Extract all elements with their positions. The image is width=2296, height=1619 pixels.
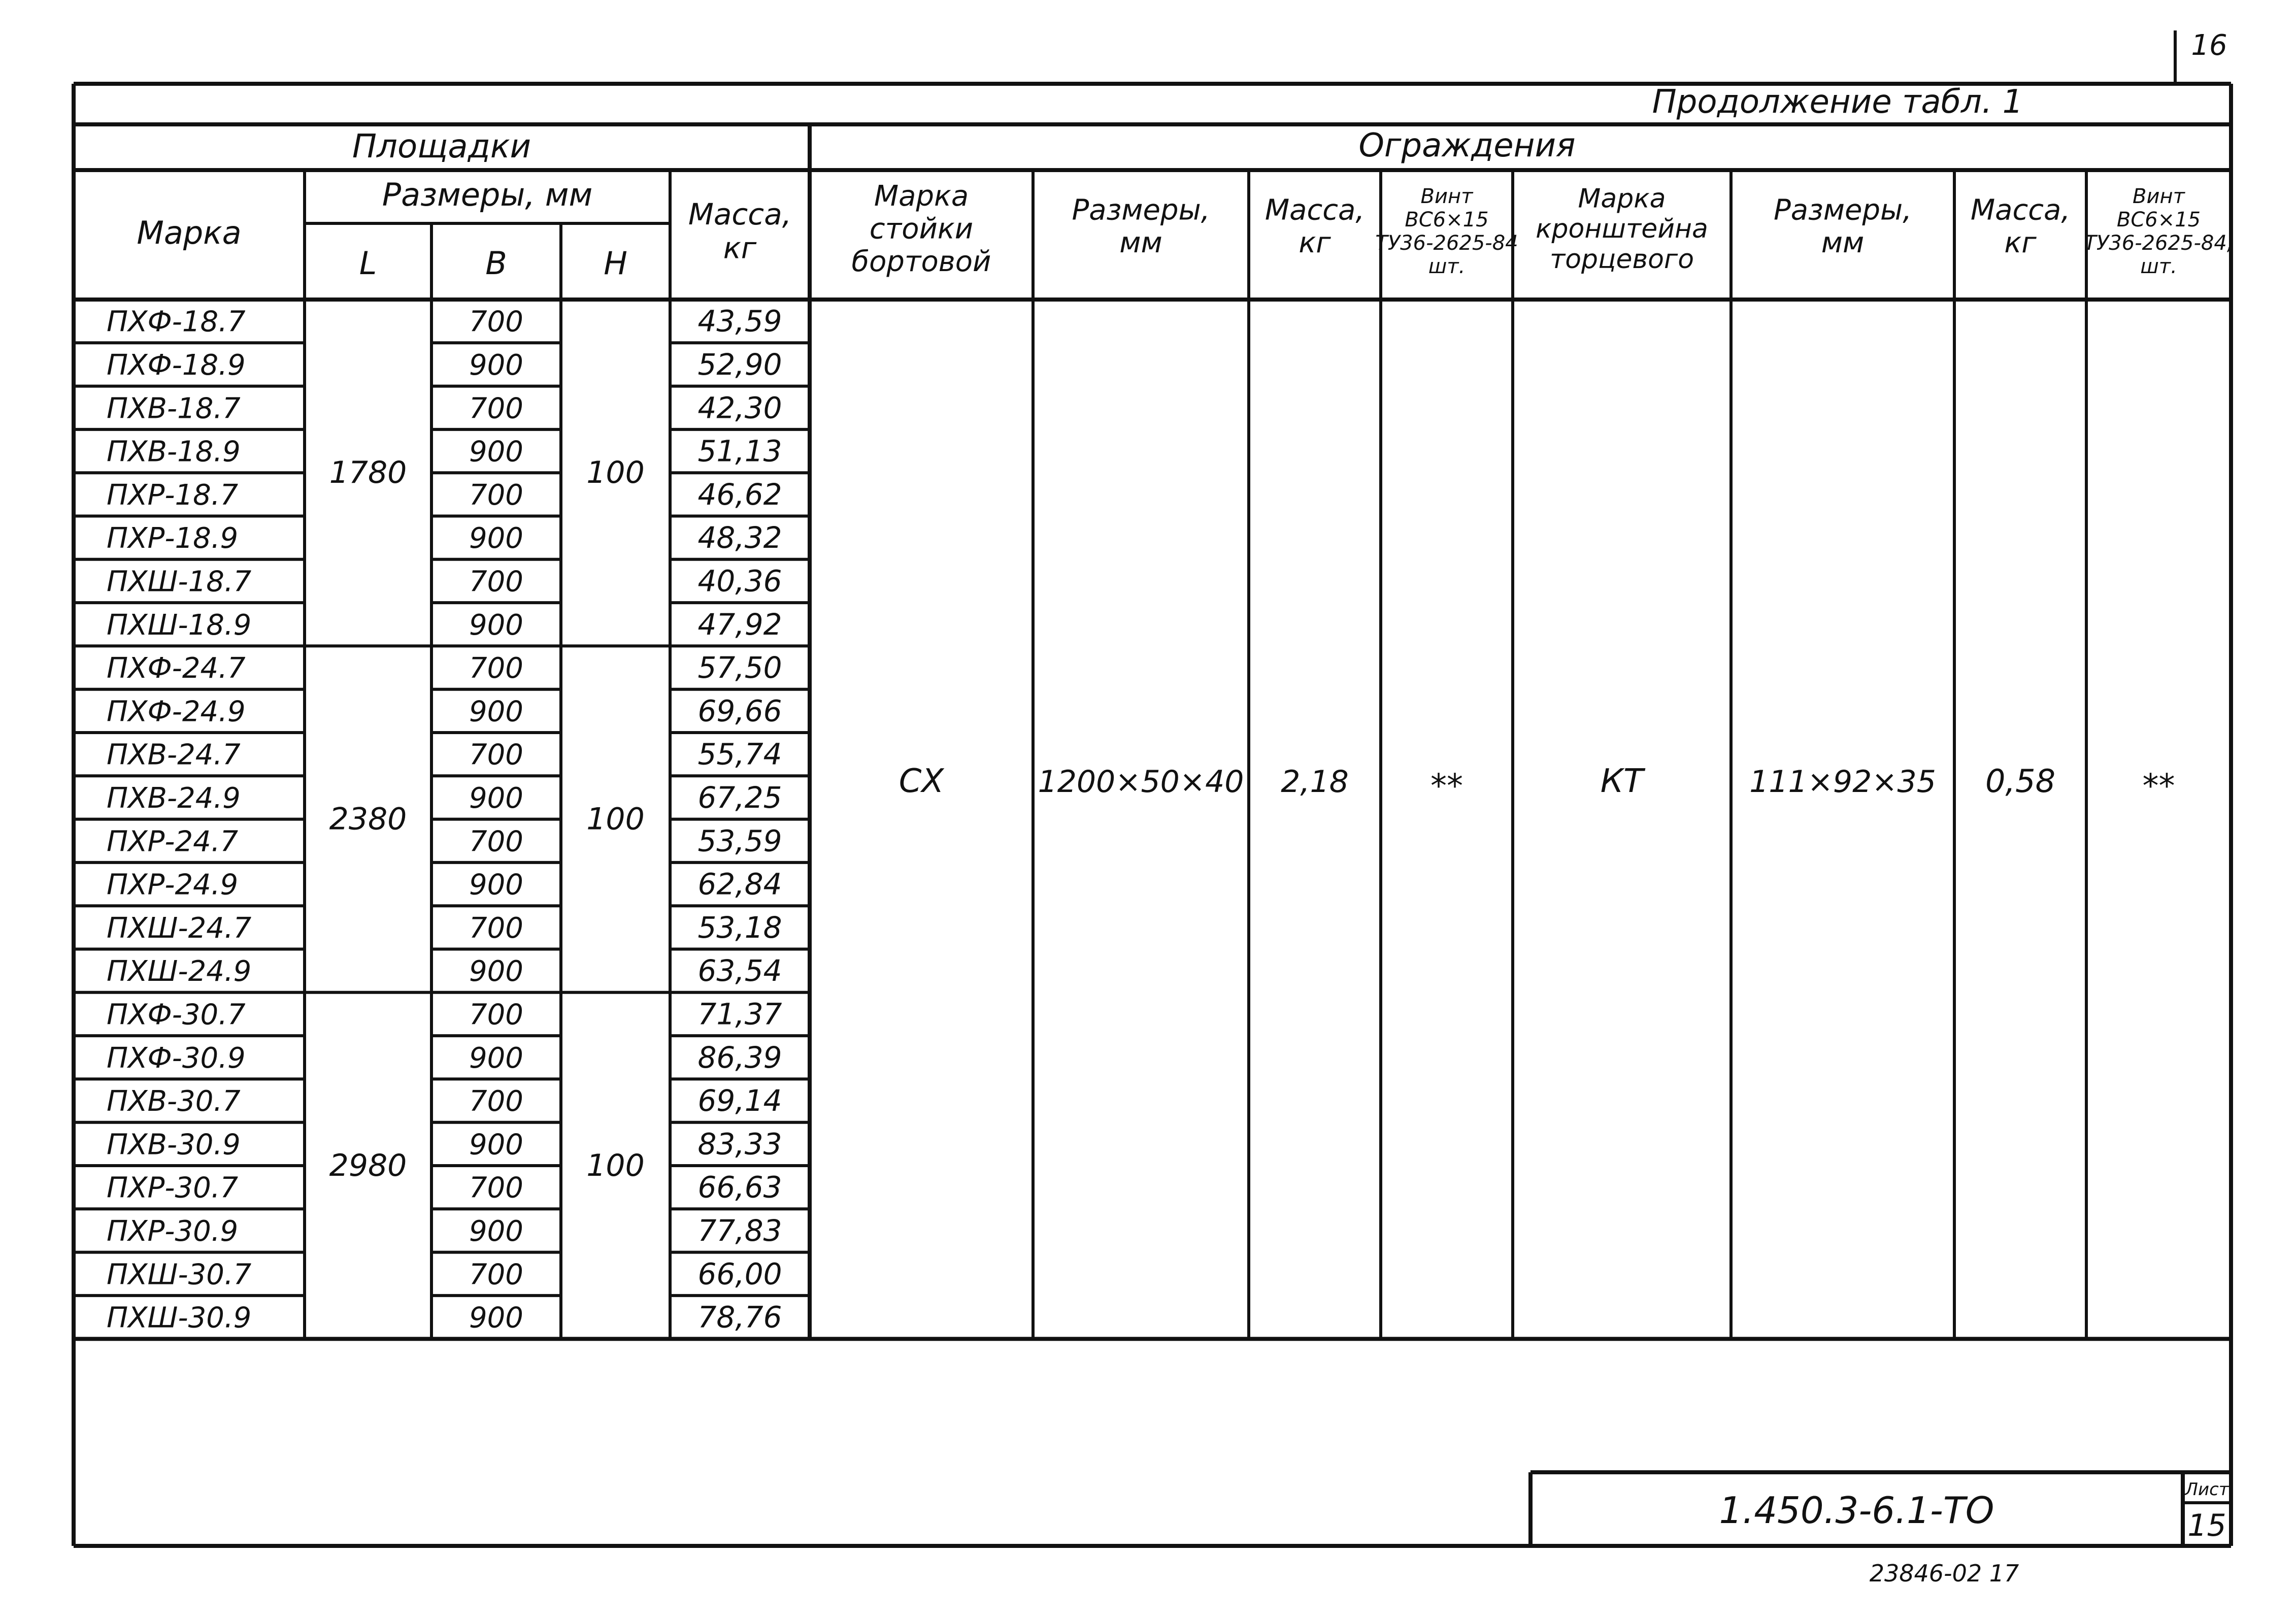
row-B: 700 bbox=[469, 565, 523, 599]
row-mark: ПХШ-18.9 bbox=[107, 608, 252, 642]
header-H: H bbox=[604, 245, 627, 282]
header-post-screw-line-3: ТУ36-2625-84 bbox=[1375, 232, 1518, 255]
row-mass: 66,63 bbox=[697, 1170, 782, 1205]
row-B: 700 bbox=[469, 652, 523, 685]
group-L: 2380 bbox=[329, 801, 407, 837]
row-B: 900 bbox=[469, 781, 523, 815]
row-mass: 83,33 bbox=[697, 1127, 782, 1162]
stamp-sheet-number: 15 bbox=[2187, 1508, 2226, 1543]
row-mark: ПХФ-30.7 bbox=[107, 998, 246, 1032]
railing-post-mark: СХ bbox=[899, 763, 944, 800]
row-mass: 71,37 bbox=[697, 997, 782, 1032]
table-text bbox=[107, 29, 2233, 1587]
header-bracket-mark-line-3: торцевого bbox=[1549, 244, 1694, 275]
header-bracket-screw-line-1: Винт bbox=[2133, 185, 2185, 208]
row-mark: ПХР-24.9 bbox=[107, 868, 239, 902]
stamp-designation: 1.450.3-6.1-ТО bbox=[1719, 1489, 1994, 1532]
row-B: 900 bbox=[469, 1214, 523, 1248]
row-mark: ПХВ-24.7 bbox=[107, 738, 241, 772]
header-bracket-screw-line-4: шт. bbox=[2140, 255, 2177, 278]
row-mark: ПХШ-24.9 bbox=[107, 955, 252, 988]
row-mass: 69,14 bbox=[697, 1083, 782, 1118]
header-mark: Марка bbox=[137, 214, 242, 251]
row-B: 900 bbox=[469, 955, 523, 988]
row-mark: ПХВ-30.7 bbox=[107, 1085, 241, 1118]
row-B: 700 bbox=[469, 1258, 523, 1292]
header-bracket-mass-line-2: кг bbox=[2004, 226, 2037, 259]
row-mass: 53,59 bbox=[697, 823, 782, 858]
row-B: 900 bbox=[469, 868, 523, 902]
header-post-sizes-line-2: мм bbox=[1119, 226, 1162, 259]
row-mark: ПХФ-18.9 bbox=[107, 348, 246, 382]
row-mark: ПХШ-18.7 bbox=[107, 565, 252, 599]
header-bracket-screw-line-2: ВС6×15 bbox=[2116, 208, 2201, 232]
group-H: 100 bbox=[586, 455, 645, 491]
sheet-number-top: 16 bbox=[2191, 29, 2227, 62]
archive-number: 23846-02 17 bbox=[1869, 1560, 2019, 1587]
row-mark: ПХВ-18.7 bbox=[107, 392, 241, 425]
header-mass-line-1: Масса, bbox=[688, 196, 792, 232]
header-sizes: Размеры, мм bbox=[382, 176, 593, 213]
row-B: 900 bbox=[469, 1041, 523, 1075]
header-bracket-screw-line-3: ТУ36-2625-84, bbox=[2084, 232, 2234, 255]
header-post-screw-line-4: шт. bbox=[1428, 255, 1466, 278]
row-B: 900 bbox=[469, 435, 523, 469]
group-platforms: Площадки bbox=[352, 128, 531, 166]
row-mass: 43,59 bbox=[697, 304, 782, 339]
header-L: L bbox=[359, 245, 377, 282]
row-B: 700 bbox=[469, 305, 523, 339]
row-mark: ПХВ-30.9 bbox=[107, 1128, 241, 1162]
railing-bracket-size: 111×92×35 bbox=[1749, 764, 1936, 800]
stamp-sheet-label: Лист bbox=[2185, 1479, 2229, 1500]
row-B: 700 bbox=[469, 911, 523, 945]
row-mass: 67,25 bbox=[697, 780, 782, 815]
row-mark: ПХШ-30.9 bbox=[107, 1301, 252, 1335]
row-mark: ПХР-18.9 bbox=[107, 522, 239, 555]
row-B: 700 bbox=[469, 478, 523, 512]
header-post-mark-line-3: бортовой bbox=[851, 245, 991, 278]
railing-bracket-screw: ** bbox=[2142, 768, 2175, 805]
row-mass: 46,62 bbox=[697, 477, 782, 512]
row-mass: 62,84 bbox=[697, 867, 782, 902]
header-bracket-sizes-line-1: Размеры, bbox=[1773, 193, 1912, 227]
row-mass: 63,54 bbox=[697, 953, 782, 988]
header-post-mark-line-2: стойки bbox=[869, 212, 974, 246]
row-mass: 52,90 bbox=[697, 347, 782, 382]
header-post-mass-line-1: Масса, bbox=[1265, 193, 1365, 227]
group-railings: Ограждения bbox=[1358, 127, 1576, 164]
row-B: 700 bbox=[469, 1085, 523, 1118]
row-mark: ПХФ-24.9 bbox=[107, 695, 246, 729]
row-mark: ПХВ-24.9 bbox=[107, 781, 241, 815]
railing-post-mass: 2,18 bbox=[1281, 764, 1349, 800]
row-mass: 86,39 bbox=[697, 1040, 782, 1075]
row-B: 900 bbox=[469, 522, 523, 555]
row-mark: ПХР-18.7 bbox=[107, 478, 239, 512]
header-mass-line-2: кг bbox=[723, 230, 757, 266]
railing-bracket-mass: 0,58 bbox=[1985, 763, 2056, 800]
row-B: 900 bbox=[469, 695, 523, 729]
row-B: 700 bbox=[469, 825, 523, 858]
row-mark: ПХШ-30.7 bbox=[107, 1258, 252, 1292]
row-mass: 53,18 bbox=[697, 910, 782, 945]
railing-post-screw: ** bbox=[1430, 768, 1463, 805]
row-mass: 48,32 bbox=[697, 520, 782, 555]
group-H: 100 bbox=[586, 1148, 645, 1183]
row-B: 700 bbox=[469, 392, 523, 425]
row-B: 900 bbox=[469, 348, 523, 382]
header-bracket-mark-line-2: кронштейна bbox=[1536, 214, 1708, 245]
row-mass: 77,83 bbox=[697, 1213, 782, 1248]
row-mark: ПХР-24.7 bbox=[107, 825, 239, 858]
header-bracket-mass-line-1: Масса, bbox=[1970, 193, 2071, 227]
header-post-screw-line-1: Винт bbox=[1420, 185, 1473, 208]
row-B: 700 bbox=[469, 1171, 523, 1205]
header-bracket-sizes-line-2: мм bbox=[1821, 226, 1865, 259]
continuation-title: Продолжение табл. 1 bbox=[1652, 83, 2023, 121]
header-post-mark-line-1: Марка bbox=[874, 180, 969, 213]
header-bracket-mark-line-1: Марка bbox=[1578, 183, 1666, 214]
header-post-mass-line-2: кг bbox=[1299, 226, 1331, 259]
header-post-screw-line-2: ВС6×15 bbox=[1405, 208, 1489, 232]
group-H: 100 bbox=[586, 801, 645, 837]
group-L: 2980 bbox=[329, 1148, 407, 1183]
row-B: 900 bbox=[469, 608, 523, 642]
railing-post-size: 1200×50×40 bbox=[1038, 764, 1244, 800]
railing-bracket-mark: КТ bbox=[1600, 763, 1644, 800]
row-mass: 40,36 bbox=[697, 564, 782, 599]
row-mark: ПХР-30.7 bbox=[107, 1171, 239, 1205]
row-B: 900 bbox=[469, 1301, 523, 1335]
row-mark: ПХФ-24.7 bbox=[107, 652, 246, 685]
row-mark: ПХР-30.9 bbox=[107, 1214, 239, 1248]
row-mark: ПХШ-24.7 bbox=[107, 911, 252, 945]
row-B: 900 bbox=[469, 1128, 523, 1162]
group-L: 1780 bbox=[329, 455, 407, 491]
row-mass: 66,00 bbox=[697, 1257, 782, 1292]
row-mark: ПХФ-18.7 bbox=[107, 305, 246, 339]
row-mass: 69,66 bbox=[697, 693, 782, 729]
row-mass: 57,50 bbox=[697, 650, 782, 685]
row-B: 700 bbox=[469, 738, 523, 772]
row-mass: 51,13 bbox=[697, 434, 782, 469]
row-mass: 78,76 bbox=[697, 1300, 782, 1335]
row-mass: 42,30 bbox=[697, 390, 782, 425]
row-B: 700 bbox=[469, 998, 523, 1032]
row-mass: 47,92 bbox=[697, 607, 782, 642]
header-post-sizes-line-1: Размеры, bbox=[1072, 193, 1210, 227]
header-B: B bbox=[485, 245, 507, 282]
row-mass: 55,74 bbox=[697, 737, 782, 772]
row-mark: ПХФ-30.9 bbox=[107, 1041, 246, 1075]
row-mark: ПХВ-18.9 bbox=[107, 435, 241, 469]
